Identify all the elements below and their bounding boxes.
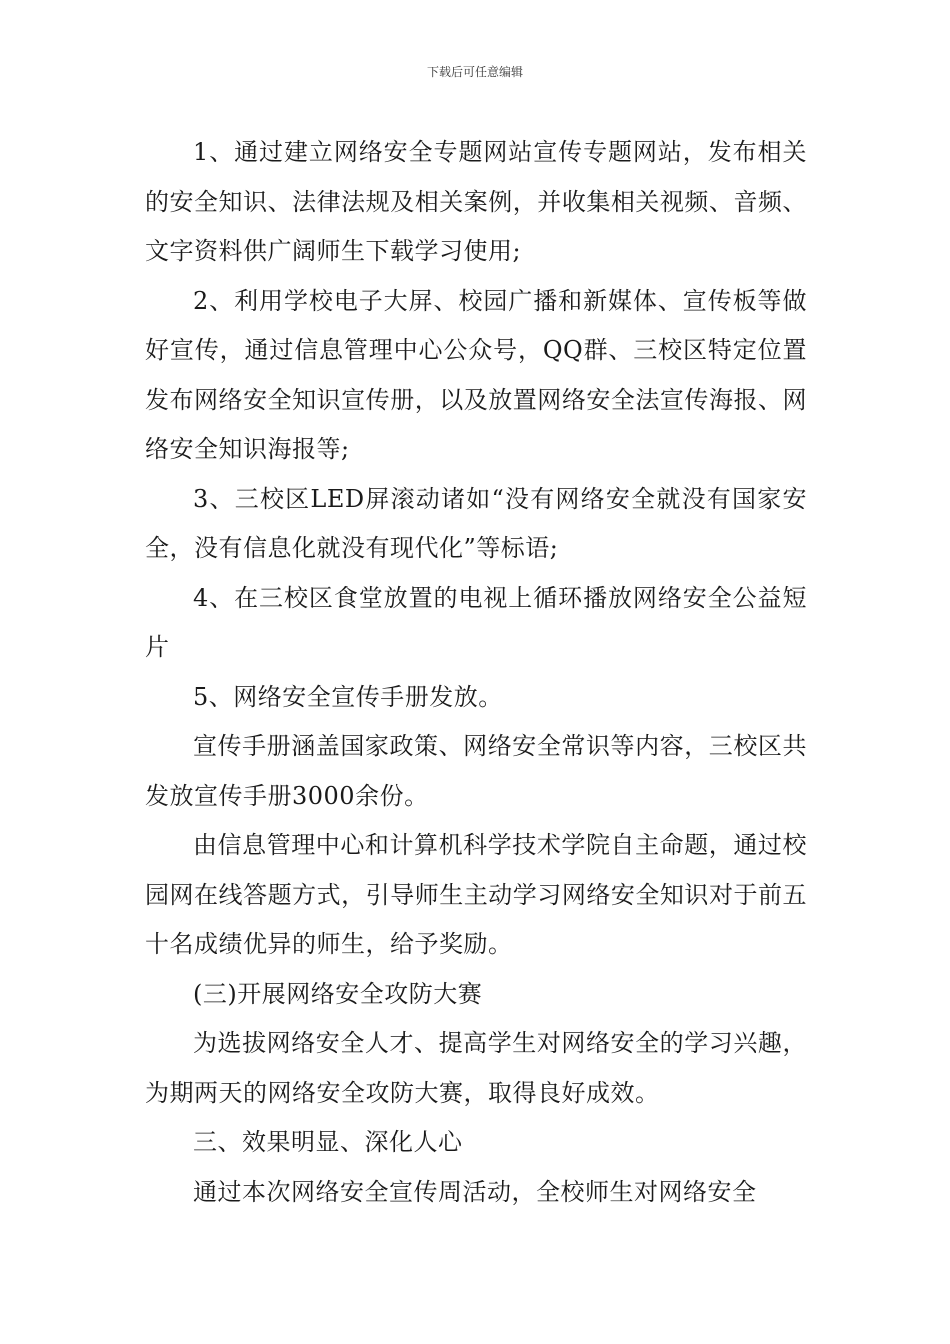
paragraph-quiz: 由信息管理中心和计算机科学技术学院自主命题，通过校园网在线答题方式，引导师生主动学习网络安全知识对于前五十名成绩优异的师生，给予奖励。 [145,831,807,958]
paragraph-item-2: 2、利用学校电子大屏、校园广播和新媒体、宣传板等做好宣传，通过信息管理中心公众号，QQ群、三校区特定位置发布网络安全知识宣传册，以及放置网络安全法宣传海报、网络安全知识海报等; [145,286,807,463]
paragraph-item-1: 1、通过建立网络安全专题网站宣传专题网站，发布相关的安全知识、法律法规及相关案例，并收集相关视频、音频、文字资料供广阔师生下载学习使用; [145,138,807,265]
paragraph-item-4: 4、在三校区食堂放置的电视上循环播放网络安全公益短片 [145,583,807,661]
page-header: 下载后可任意编辑 [426,65,523,79]
section-heading-results: 三、效果明显、深化人心 [193,1128,463,1156]
document-body [145,128,807,1217]
paragraph-item-5: 5、网络安全宣传手册发放。 [193,682,503,711]
section-heading-contest: (三)开展网络安全攻防大赛 [193,979,483,1008]
paragraph-handbook: 宣传手册涵盖国家政策、网络安全常识等内容，三校区共发放宣传手册3000余份。 [145,732,807,810]
paragraph-item-3: 3、三校区LED屏滚动诸如“没有网络安全就没有国家安全，没有信息化就没有现代化”等标语; [145,484,807,562]
paragraph-contest: 为选拔网络安全人才、提高学生对网络安全的学习兴趣，为期两天的网络安全攻防大赛，取得良好成效。 [145,1029,807,1107]
paragraph-results: 通过本次网络安全宣传周活动，全校师生对网络安全 [193,1177,757,1206]
